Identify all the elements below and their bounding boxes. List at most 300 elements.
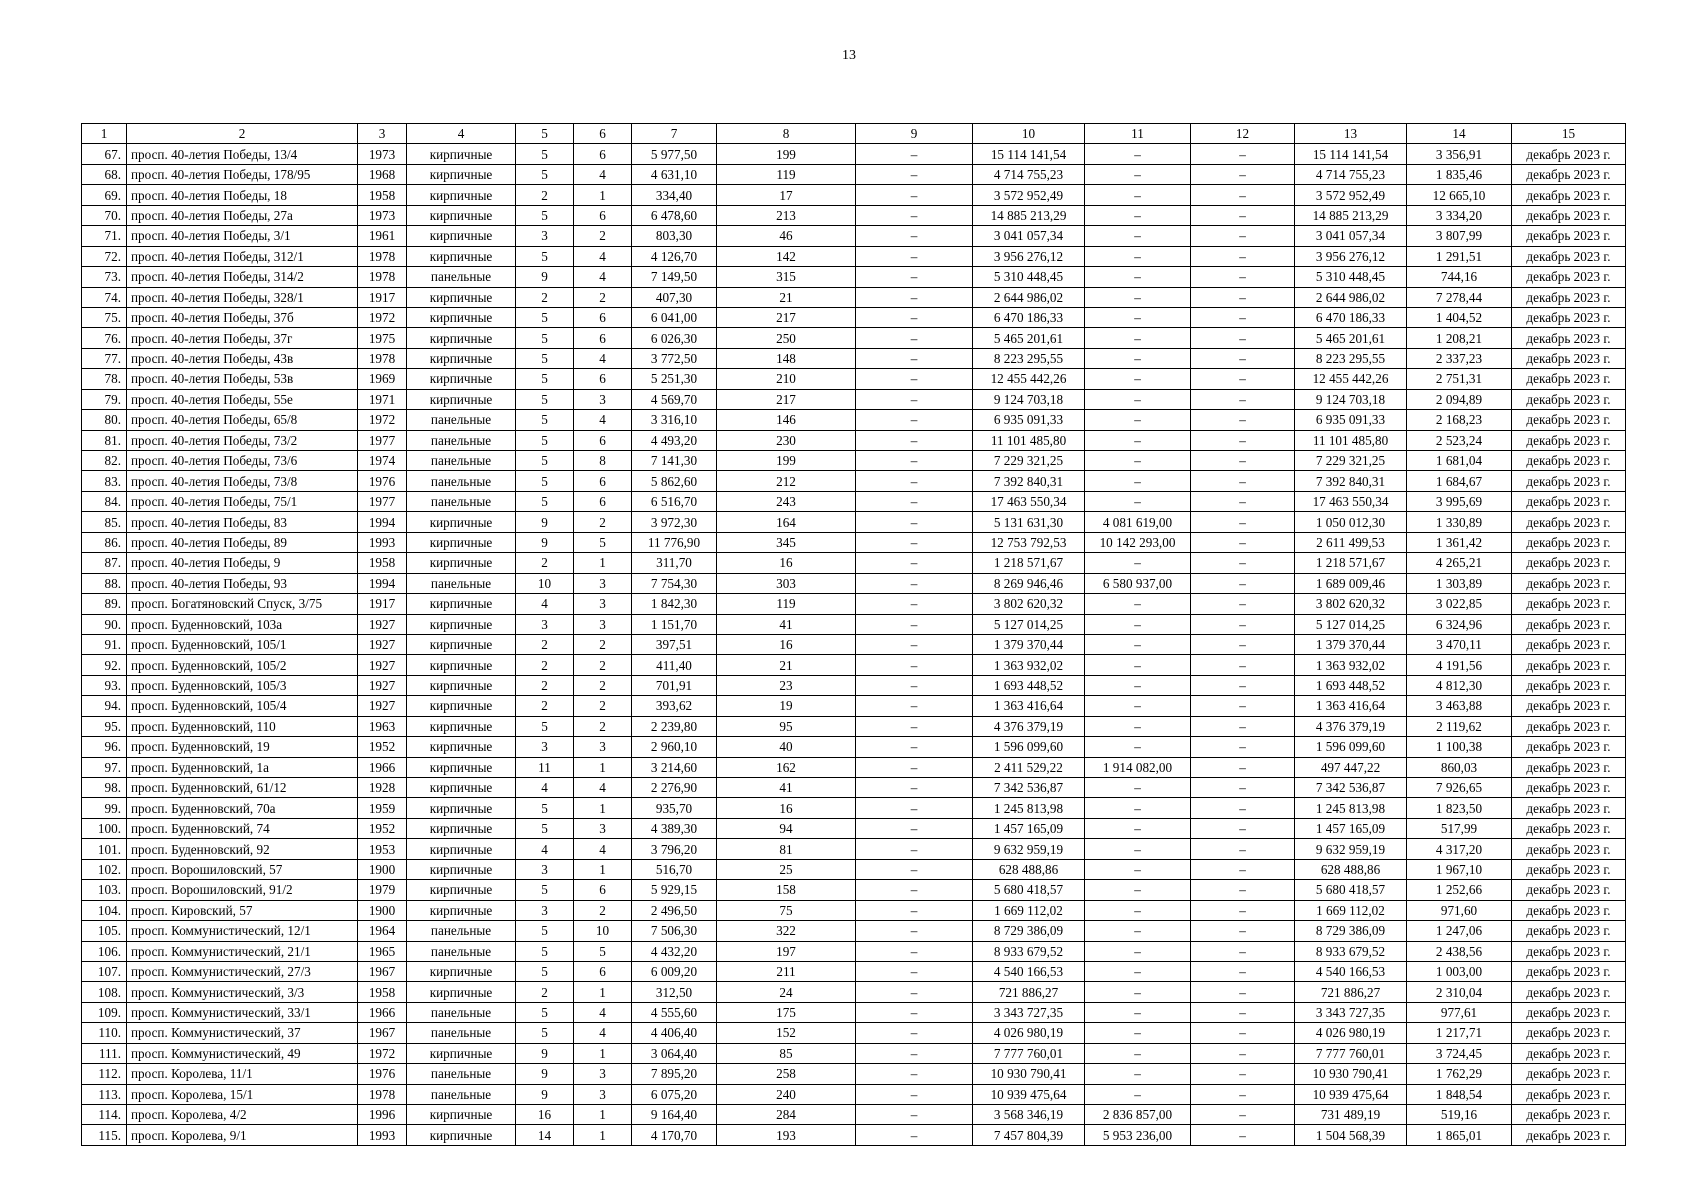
table-row (82, 185, 1626, 205)
table-cell: 217 (717, 307, 856, 327)
table-cell: 6 516,70 (632, 491, 717, 511)
table-cell: 199 (717, 144, 856, 164)
table-cell: 5 (516, 471, 574, 491)
table-cell: 1 003,00 (1407, 961, 1512, 981)
table-cell: – (1085, 491, 1191, 511)
table-cell: 5 (516, 307, 574, 327)
table-cell: 5 (516, 144, 574, 164)
table-cell: просп. Буденновский, 74 (127, 818, 358, 838)
table-cell: 9 124 703,18 (973, 389, 1085, 409)
table-cell: 193 (717, 1125, 856, 1145)
table-cell: 12 455 442,26 (973, 369, 1085, 389)
table-cell: 1978 (358, 1084, 407, 1104)
table-cell: декабрь 2023 г. (1512, 859, 1626, 879)
table-row (82, 737, 1626, 757)
table-cell: кирпичные (407, 634, 516, 654)
table-cell: – (1085, 1043, 1191, 1063)
table-cell: просп. Коммунистический, 3/3 (127, 982, 358, 1002)
table-cell: 4 (574, 348, 632, 368)
table-cell: 1972 (358, 1043, 407, 1063)
table-cell: 7 278,44 (1407, 287, 1512, 307)
table-cell: 1958 (358, 553, 407, 573)
table-cell: 1 404,52 (1407, 307, 1512, 327)
table-cell: просп. Королева, 9/1 (127, 1125, 358, 1145)
table-cell: кирпичные (407, 716, 516, 736)
table-cell: 2 (516, 982, 574, 1002)
table-cell: 2 (516, 655, 574, 675)
table-cell: – (856, 798, 973, 818)
table-cell: декабрь 2023 г. (1512, 839, 1626, 859)
table-row (82, 573, 1626, 593)
table-cell: 8 933 679,52 (973, 941, 1085, 961)
table-cell: кирпичные (407, 900, 516, 920)
table-cell: 6 580 937,00 (1085, 573, 1191, 593)
table-cell: кирпичные (407, 348, 516, 368)
table-cell: 1961 (358, 226, 407, 246)
table-cell: декабрь 2023 г. (1512, 328, 1626, 348)
table-cell: 5 (516, 348, 574, 368)
table-cell: 5 (516, 246, 574, 266)
table-cell: – (1085, 144, 1191, 164)
table-cell: 1 (574, 798, 632, 818)
table-row (82, 451, 1626, 471)
table-cell: – (1085, 205, 1191, 225)
table-cell: 85 (717, 1043, 856, 1063)
table-cell: 212 (717, 471, 856, 491)
table-cell: 4 376 379,19 (1295, 716, 1407, 736)
table-cell: – (1191, 1105, 1295, 1125)
table-cell: 1917 (358, 287, 407, 307)
table-cell: – (856, 573, 973, 593)
table-cell: 517,99 (1407, 818, 1512, 838)
table-cell: 6 (574, 880, 632, 900)
table-cell: просп. 40-летия Победы, 312/1 (127, 246, 358, 266)
table-cell: 6 324,96 (1407, 614, 1512, 634)
table-cell: 6 009,20 (632, 961, 717, 981)
table-cell: – (1191, 839, 1295, 859)
table-cell: 2 119,62 (1407, 716, 1512, 736)
table-cell: панельные (407, 941, 516, 961)
table-cell: 15 114 141,54 (973, 144, 1085, 164)
table-cell: 4 170,70 (632, 1125, 717, 1145)
table-cell: 1966 (358, 1002, 407, 1022)
table-cell: 4 317,20 (1407, 839, 1512, 859)
table-cell: 23 (717, 675, 856, 695)
table-cell: 7 149,50 (632, 267, 717, 287)
table-cell: – (856, 614, 973, 634)
table-cell: 322 (717, 921, 856, 941)
table-cell: 1966 (358, 757, 407, 777)
table-cell: 5 (516, 1023, 574, 1043)
column-header: 9 (856, 124, 973, 144)
table-row (82, 144, 1626, 164)
table-cell: просп. 40-летия Победы, 13/4 (127, 144, 358, 164)
table-cell: декабрь 2023 г. (1512, 287, 1626, 307)
table-cell: 393,62 (632, 696, 717, 716)
table-cell: 1 669 112,02 (1295, 900, 1407, 920)
table-cell: 3 956 276,12 (1295, 246, 1407, 266)
table-cell: 4 265,21 (1407, 553, 1512, 573)
table-row (82, 164, 1626, 184)
table-cell: 6 (574, 328, 632, 348)
table-cell: 6 (574, 307, 632, 327)
table-cell: 4 126,70 (632, 246, 717, 266)
table-cell: 82. (82, 451, 127, 471)
table-cell: декабрь 2023 г. (1512, 982, 1626, 1002)
table-cell: 71. (82, 226, 127, 246)
table-cell: декабрь 2023 г. (1512, 246, 1626, 266)
table-cell: 721 886,27 (1295, 982, 1407, 1002)
table-row (82, 880, 1626, 900)
table-cell: 3 972,30 (632, 512, 717, 532)
table-cell: 2 836 857,00 (1085, 1105, 1191, 1125)
table-cell: декабрь 2023 г. (1512, 818, 1626, 838)
table-cell: 8 269 946,46 (973, 573, 1085, 593)
table-cell: 8 933 679,52 (1295, 941, 1407, 961)
table-cell: 1972 (358, 307, 407, 327)
table-cell: декабрь 2023 г. (1512, 675, 1626, 695)
table-cell: 701,91 (632, 675, 717, 695)
table-cell: 96. (82, 737, 127, 757)
table-cell: 6 935 091,33 (1295, 410, 1407, 430)
table-cell: 250 (717, 328, 856, 348)
table-cell: – (1191, 205, 1295, 225)
table-cell: – (1191, 696, 1295, 716)
table-cell: 3 041 057,34 (1295, 226, 1407, 246)
table-cell: 114. (82, 1105, 127, 1125)
table-cell: 79. (82, 389, 127, 409)
table-cell: – (856, 389, 973, 409)
table-cell: просп. Буденновский, 103а (127, 614, 358, 634)
table-cell: кирпичные (407, 532, 516, 552)
table-cell: декабрь 2023 г. (1512, 1043, 1626, 1063)
table-cell: 78. (82, 369, 127, 389)
table-cell: декабрь 2023 г. (1512, 716, 1626, 736)
table-row (82, 1064, 1626, 1084)
table-cell: декабрь 2023 г. (1512, 798, 1626, 818)
table-cell: 258 (717, 1064, 856, 1084)
table-cell: просп. Буденновский, 61/12 (127, 778, 358, 798)
table-cell: – (856, 430, 973, 450)
table-cell: – (856, 512, 973, 532)
table-cell: декабрь 2023 г. (1512, 1002, 1626, 1022)
table-cell: 152 (717, 1023, 856, 1043)
table-cell: 4 081 619,00 (1085, 512, 1191, 532)
table-cell: – (1191, 348, 1295, 368)
table-cell: кирпичные (407, 696, 516, 716)
table-cell: 10 (574, 921, 632, 941)
table-cell: просп. 40-летия Победы, 73/2 (127, 430, 358, 450)
table-row (82, 348, 1626, 368)
table-row (82, 1125, 1626, 1145)
table-cell: – (1191, 1023, 1295, 1043)
table-cell: 4 191,56 (1407, 655, 1512, 675)
table-cell: 1 823,50 (1407, 798, 1512, 818)
table-cell: 731 489,19 (1295, 1105, 1407, 1125)
table-cell: 21 (717, 655, 856, 675)
table-cell: 6 470 186,33 (973, 307, 1085, 327)
table-cell: – (1085, 164, 1191, 184)
table-body (82, 144, 1626, 1145)
table-cell: – (1085, 369, 1191, 389)
table-cell: – (856, 369, 973, 389)
table-cell: – (1085, 675, 1191, 695)
table-row (82, 655, 1626, 675)
table-cell: – (856, 696, 973, 716)
table-cell: 1 762,29 (1407, 1064, 1512, 1084)
table-cell: – (1191, 675, 1295, 695)
table-cell: декабрь 2023 г. (1512, 778, 1626, 798)
table-cell: 162 (717, 757, 856, 777)
table-row (82, 1002, 1626, 1022)
table-cell: 1 218 571,67 (1295, 553, 1407, 573)
table-cell: просп. 40-летия Победы, 27а (127, 205, 358, 225)
table-cell: 1978 (358, 267, 407, 287)
table-cell: 5 (516, 451, 574, 471)
table-cell: 5 953 236,00 (1085, 1125, 1191, 1145)
table-cell: 7 392 840,31 (1295, 471, 1407, 491)
table-cell: 4 493,20 (632, 430, 717, 450)
table-cell: – (856, 246, 973, 266)
table-cell: кирпичные (407, 778, 516, 798)
table-cell: 3 (574, 389, 632, 409)
table-cell: 41 (717, 778, 856, 798)
table-cell: 1963 (358, 716, 407, 736)
table-cell: просп. 40-летия Победы, 73/8 (127, 471, 358, 491)
table-cell: 2 644 986,02 (973, 287, 1085, 307)
table-cell: 2 (574, 716, 632, 736)
table-cell: 5 310 448,45 (973, 267, 1085, 287)
table-cell: – (856, 287, 973, 307)
table-cell: 9 632 959,19 (1295, 839, 1407, 859)
table-cell: 1 504 568,39 (1295, 1125, 1407, 1145)
table-row (82, 757, 1626, 777)
table-cell: 1968 (358, 164, 407, 184)
table-cell: 9 (516, 512, 574, 532)
table-row (82, 798, 1626, 818)
table-cell: 101. (82, 839, 127, 859)
table-cell: 6 (574, 430, 632, 450)
header-row (82, 124, 1626, 144)
table-cell: 9 124 703,18 (1295, 389, 1407, 409)
table-cell: просп. 40-летия Победы, 53в (127, 369, 358, 389)
table-cell: 7 342 536,87 (973, 778, 1085, 798)
table-cell: – (1191, 961, 1295, 981)
table-cell: кирпичные (407, 246, 516, 266)
table-cell: 1 291,51 (1407, 246, 1512, 266)
table-row (82, 491, 1626, 511)
table-cell: 10 939 475,64 (1295, 1084, 1407, 1104)
table-cell: – (856, 410, 973, 430)
table-cell: декабрь 2023 г. (1512, 451, 1626, 471)
table-cell: – (856, 185, 973, 205)
table-cell: – (1085, 737, 1191, 757)
table-cell: 1979 (358, 880, 407, 900)
table-cell: просп. 40-летия Победы, 65/8 (127, 410, 358, 430)
table-cell: 1 (574, 757, 632, 777)
table-cell: 5 (574, 941, 632, 961)
table-cell: – (1085, 818, 1191, 838)
table-cell: – (1085, 614, 1191, 634)
table-cell: просп. Буденновский, 105/2 (127, 655, 358, 675)
table-cell: 628 488,86 (973, 859, 1085, 879)
table-cell: 3 568 346,19 (973, 1105, 1085, 1125)
table-cell: кирпичные (407, 675, 516, 695)
column-header: 15 (1512, 124, 1626, 144)
table-cell: 1 363 932,02 (1295, 655, 1407, 675)
table-cell: 1977 (358, 430, 407, 450)
table-cell: – (1085, 267, 1191, 287)
table-cell: – (1085, 1002, 1191, 1022)
table-cell: – (1191, 982, 1295, 1002)
table-cell: 6 041,00 (632, 307, 717, 327)
table-cell: просп. Коммунистический, 21/1 (127, 941, 358, 961)
table-cell: 4 (574, 164, 632, 184)
table-cell: кирпичные (407, 859, 516, 879)
table-cell: просп. Буденновский, 105/1 (127, 634, 358, 654)
table-cell: 1974 (358, 451, 407, 471)
table-cell: просп. 40-летия Победы, 43в (127, 348, 358, 368)
table-cell: 2 (574, 675, 632, 695)
table-row (82, 389, 1626, 409)
table-cell: – (1191, 818, 1295, 838)
table-cell: 1 247,06 (1407, 921, 1512, 941)
table-cell: – (856, 491, 973, 511)
table-cell: – (856, 655, 973, 675)
table-cell: – (856, 1023, 973, 1043)
table-cell: 1917 (358, 594, 407, 614)
table-cell: 6 470 186,33 (1295, 307, 1407, 327)
table-cell: – (856, 1064, 973, 1084)
table-cell: панельные (407, 1064, 516, 1084)
table-cell: 16 (717, 553, 856, 573)
table-cell: 17 463 550,34 (973, 491, 1085, 511)
table-cell: панельные (407, 1084, 516, 1104)
table-row (82, 982, 1626, 1002)
table-cell: 112. (82, 1064, 127, 1084)
table-cell: 5 251,30 (632, 369, 717, 389)
table-cell: 9 (516, 1084, 574, 1104)
table-cell: 1 457 165,09 (973, 818, 1085, 838)
table-cell: 3 (574, 1064, 632, 1084)
table-cell: 5 680 418,57 (973, 880, 1085, 900)
table-cell: 5 (516, 430, 574, 450)
table-cell: 74. (82, 287, 127, 307)
table-cell: – (1085, 185, 1191, 205)
table-cell: 7 926,65 (1407, 778, 1512, 798)
table-cell: 11 101 485,80 (1295, 430, 1407, 450)
table-cell: 17 463 550,34 (1295, 491, 1407, 511)
table-cell: – (1191, 185, 1295, 205)
table-cell: панельные (407, 573, 516, 593)
table-cell: 1965 (358, 941, 407, 961)
table-cell: 6 (574, 369, 632, 389)
table-cell: 105. (82, 921, 127, 941)
table-cell: 1 835,46 (1407, 164, 1512, 184)
table-cell: 2 611 499,53 (1295, 532, 1407, 552)
table-cell: 1 361,42 (1407, 532, 1512, 552)
table-cell: 68. (82, 164, 127, 184)
table-cell: 5 680 418,57 (1295, 880, 1407, 900)
table-cell: – (856, 778, 973, 798)
table-cell: 15 114 141,54 (1295, 144, 1407, 164)
table-cell: 1 217,71 (1407, 1023, 1512, 1043)
table-cell: 3 214,60 (632, 757, 717, 777)
table-cell: 4 (574, 839, 632, 859)
table-cell: декабрь 2023 г. (1512, 655, 1626, 675)
table-cell: 5 127 014,25 (1295, 614, 1407, 634)
table-cell: 5 (516, 1002, 574, 1022)
table-cell: 1958 (358, 185, 407, 205)
table-cell: просп. 40-летия Победы, 37б (127, 307, 358, 327)
table-cell: – (1085, 982, 1191, 1002)
table-row (82, 961, 1626, 981)
table-cell: просп. 40-летия Победы, 328/1 (127, 287, 358, 307)
table-cell: просп. Коммунистический, 27/3 (127, 961, 358, 981)
table-cell: 14 885 213,29 (1295, 205, 1407, 225)
table-cell: 1 218 571,67 (973, 553, 1085, 573)
table-cell: кирпичные (407, 798, 516, 818)
table-cell: 977,61 (1407, 1002, 1512, 1022)
table-cell: 1927 (358, 634, 407, 654)
table-cell: 1 967,10 (1407, 859, 1512, 879)
table-cell: 8 729 386,09 (1295, 921, 1407, 941)
table-cell: 6 (574, 961, 632, 981)
table-cell: декабрь 2023 г. (1512, 1064, 1626, 1084)
table-cell: 6 478,60 (632, 205, 717, 225)
table-row (82, 328, 1626, 348)
table-cell: 76. (82, 328, 127, 348)
table-cell: 628 488,86 (1295, 859, 1407, 879)
table-cell: 1 865,01 (1407, 1125, 1512, 1145)
table-cell: просп. 40-летия Победы, 9 (127, 553, 358, 573)
table-cell: – (1085, 778, 1191, 798)
table-cell: 1928 (358, 778, 407, 798)
table-cell: – (1191, 859, 1295, 879)
table-cell: кирпичные (407, 553, 516, 573)
table-cell: 1976 (358, 471, 407, 491)
table-cell: – (1085, 307, 1191, 327)
table-row (82, 614, 1626, 634)
table-cell: – (1085, 1064, 1191, 1084)
table-row (82, 1043, 1626, 1063)
table-cell: кирпичные (407, 1105, 516, 1125)
table-cell: 1978 (358, 348, 407, 368)
table-cell: – (1191, 144, 1295, 164)
table-cell: – (856, 226, 973, 246)
table-cell: просп. Ворошиловский, 57 (127, 859, 358, 879)
table-cell: панельные (407, 921, 516, 941)
column-header: 10 (973, 124, 1085, 144)
table-cell: 1 050 012,30 (1295, 512, 1407, 532)
table-cell: – (1191, 634, 1295, 654)
table-cell: – (856, 961, 973, 981)
table-row (82, 1105, 1626, 1125)
table-cell: 87. (82, 553, 127, 573)
table-cell: 2 (574, 226, 632, 246)
table-cell: 1978 (358, 246, 407, 266)
table-cell: 6 (574, 205, 632, 225)
table-cell: 3 (574, 573, 632, 593)
table-cell: кирпичные (407, 839, 516, 859)
table-cell: 14 (516, 1125, 574, 1145)
table-cell: 3 (516, 859, 574, 879)
table-cell: 230 (717, 430, 856, 450)
table-cell: панельные (407, 1023, 516, 1043)
table-cell: – (1191, 1002, 1295, 1022)
table-cell: панельные (407, 430, 516, 450)
table-cell: 4 (574, 1023, 632, 1043)
